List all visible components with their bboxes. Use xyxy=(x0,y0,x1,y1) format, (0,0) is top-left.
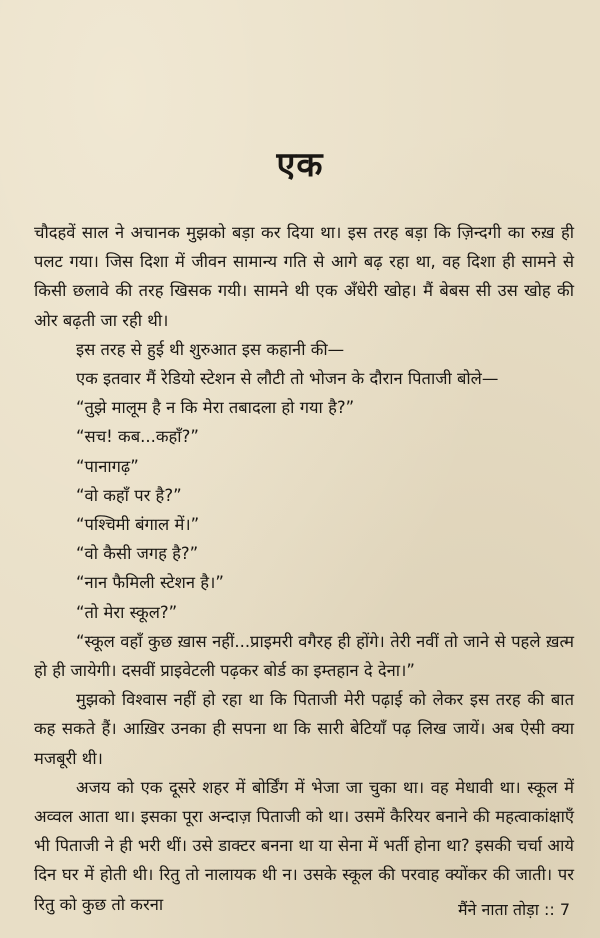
paragraph-2: इस तरह से हुई थी शुरुआत इस कहानी की— xyxy=(76,339,345,359)
paragraph-3: एक इतवार मैं रेडियो स्टेशन से लौटी तो भोजन के दौरान पिताजी बोले— xyxy=(76,369,499,389)
paragraph-1: चौदहवें साल ने अचानक मुझको बड़ा कर दिया था। इस तरह बड़ा कि ज़िन्दगी का रुख़ ही पलट गया। जिस दिशा में जीवन सामान्य गति से आगे बढ़ रहा था, वह दिशा ही सामने से किसी छलावे की तरह खिसक गयी। सामने थी एक अँधेरी खोह। मैं बेबस सी उस खोह की ओर बढ़ती जा रही थी। xyxy=(34,223,574,330)
dialogue-line-6: “वो कैसी जगह है?” xyxy=(76,544,199,564)
paragraph-5: अजय को एक दूसरे शहर में बोर्डिंग में भेजा जा चुका था। वह मेधावी था। स्कूल में अव्वल आता था। इसका पूरा अन्दाज़ पिताजी को था। उसमें कैरियर बनाने की महत्वाकांक्षाएँ भी पिताजी ने ही भरी थीं। उसे डाक्टर बनना था या सेना में भर्ती होना था? इसकी चर्चा आये दिन घर में होती थी। रितु तो नालायक थी न। उसके स्कूल की परवाह क्योंकर की जाती। पर रितु को कुछ तो करना xyxy=(34,777,574,914)
body-text xyxy=(34,218,574,919)
dialogue-line-2: “सच! कब...कहाँ?” xyxy=(76,427,199,447)
dialogue-line-5: “पश्चिमी बंगाल में।” xyxy=(76,515,200,535)
dialogue-line-8: “तो मेरा स्कूल?” xyxy=(76,602,178,622)
dialogue-line-7: “नान फैमिली स्टेशन है।” xyxy=(76,573,224,593)
dialogue-line-1: “तुझे मालूम है न कि मेरा तबादला हो गया है?” xyxy=(76,398,355,418)
dialogue-line-9: “स्कूल वहाँ कुछ ख़ास नहीं...प्राइमरी वगैरह ही होंगे। तेरी नवीं तो जाने से पहले ख़त्म हो ही जायेगी। दसवीं प्राइवेटली पढ़कर बोर्ड का इम्तहान दे देना।” xyxy=(34,631,574,681)
chapter-title: एक xyxy=(276,145,324,185)
dialogue-line-4: “वो कहाँ पर है?” xyxy=(76,485,182,505)
dialogue-line-3: “पानागढ़” xyxy=(76,456,139,476)
page-footer: मैंने नाता तोड़ा :: 7 xyxy=(457,900,570,919)
paragraph-4: मुझको विश्वास नहीं हो रहा था कि पिताजी मेरी पढ़ाई को लेकर इस तरह की बात कह सकते हैं। आख़िर उनका ही सपना था कि सारी बेटियाँ पढ़ लिख जायें। अब ऐसी क्या मजबूरी थी। xyxy=(34,690,574,768)
